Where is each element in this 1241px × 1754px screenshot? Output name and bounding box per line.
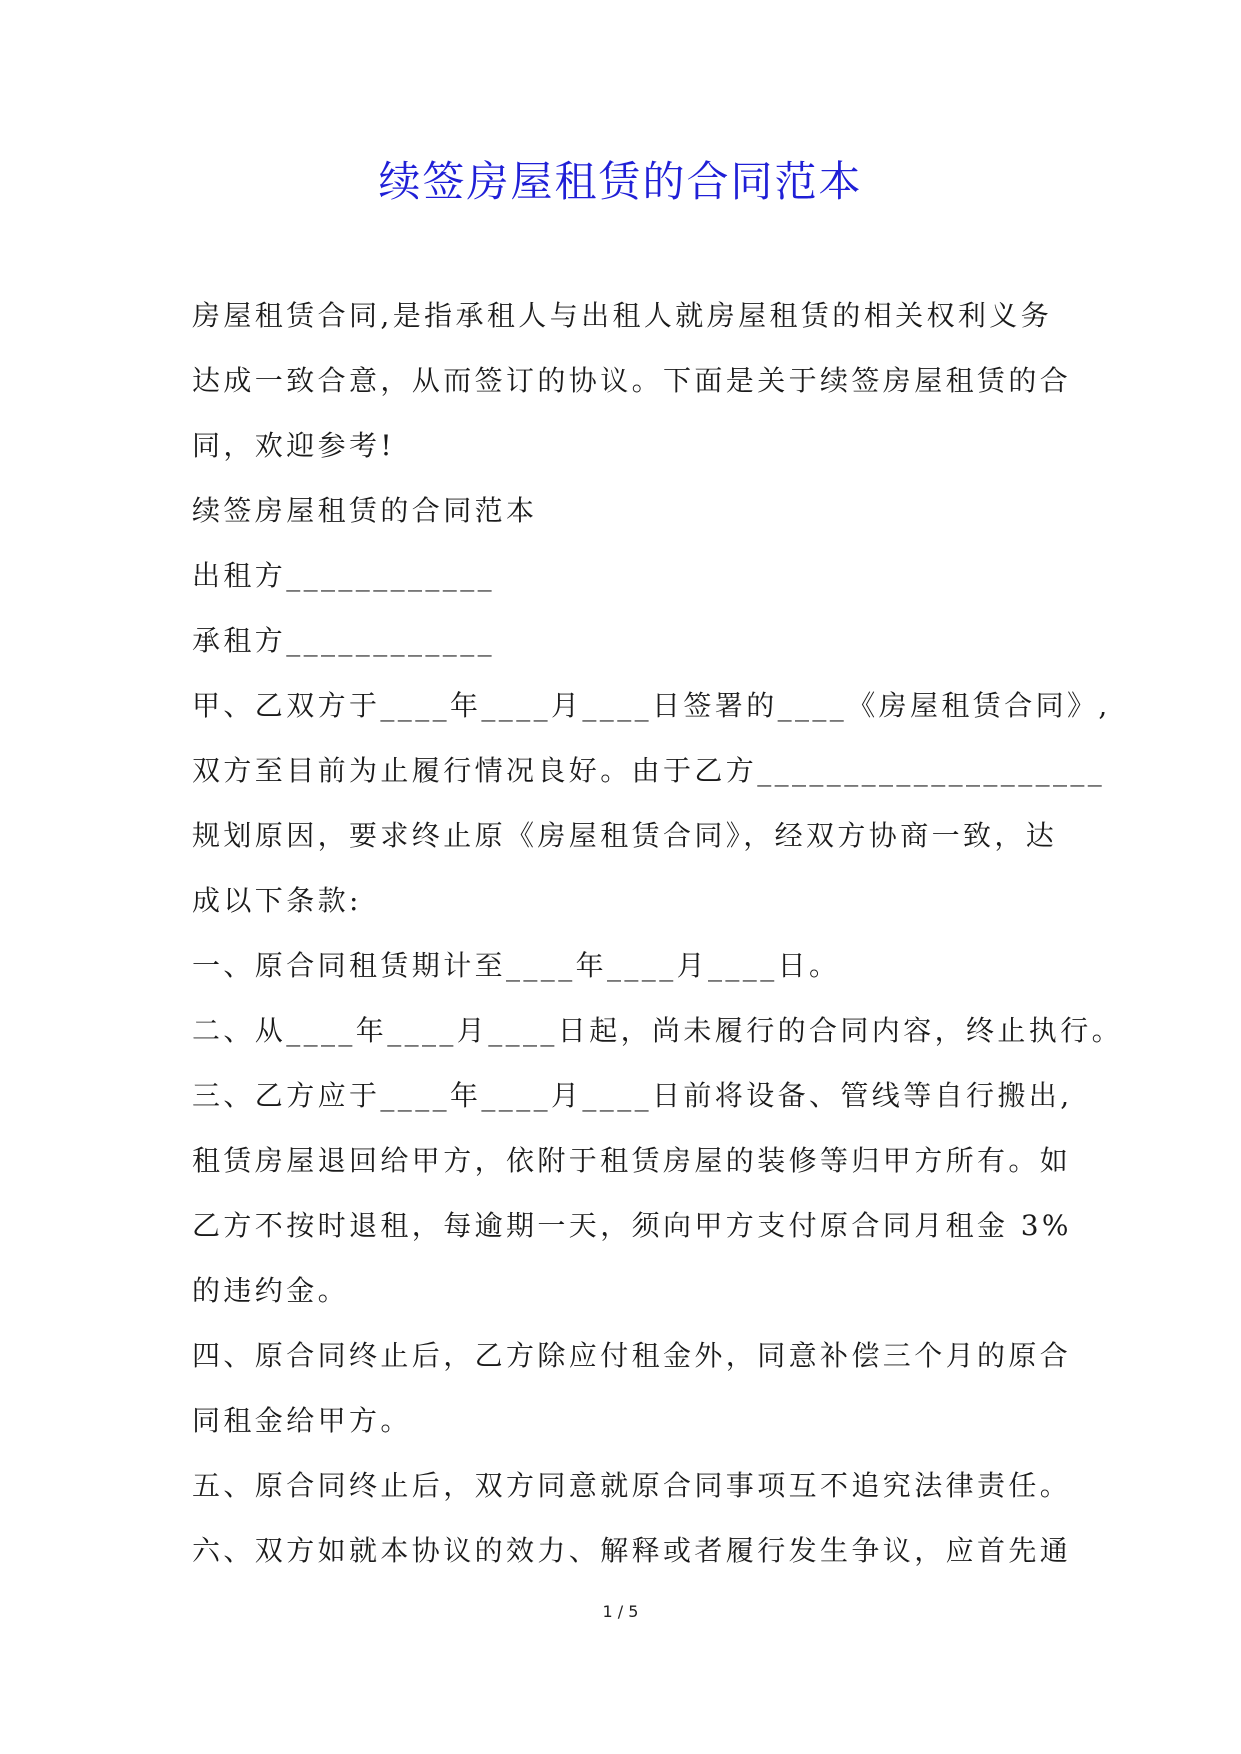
body-line: 双方至目前为止履行情况良好。由于乙方____________________ [192, 754, 1106, 787]
body-line: 成以下条款: [192, 884, 362, 917]
body-line: 达成一致合意，从而签订的协议。下面是关于续签房屋租赁的合 [192, 364, 1072, 397]
body-line: 承租方____________ [192, 624, 496, 657]
body-line: 四、原合同终止后，乙方除应付租金外，同意补偿三个月的原合 [192, 1339, 1072, 1372]
body-line: 规划原因，要求终止原《房屋租赁合同》，经双方协商一致，达 [192, 819, 1058, 852]
body-line: 同租金给甲方。 [192, 1404, 412, 1437]
body-line: 二、从____年____月____日起，尚未履行的合同内容，终止执行。 [192, 1014, 1124, 1047]
body-line: 乙方不按时退租，每逾期一天，须向甲方支付原合同月租金 3% [192, 1209, 1072, 1242]
body-line: 甲、乙双方于____年____月____日签署的____《房屋租赁合同》, [192, 689, 1111, 722]
body-line: 一、原合同租赁期计至____年____月____日。 [192, 949, 841, 982]
body-line: 三、乙方应于____年____月____日前将设备、管线等自行搬出, [192, 1079, 1073, 1112]
body-line: 出租方____________ [192, 559, 496, 592]
body-line: 租赁房屋退回给甲方，依附于租赁房屋的装修等归甲方所有。如 [192, 1144, 1072, 1177]
page-number: 1 / 5 [602, 1602, 639, 1621]
document-body [192, 286, 1124, 1586]
body-line: 六、双方如就本协议的效力、解释或者履行发生争议，应首先通 [192, 1534, 1072, 1567]
body-line: 同，欢迎参考! [192, 429, 396, 462]
body-line: 续签房屋租赁的合同范本 [192, 494, 538, 527]
body-line: 的违约金。 [192, 1274, 350, 1307]
document-title: 续签房屋租赁的合同范本 [378, 157, 863, 206]
body-line: 房屋租赁合同,是指承租人与出租人就房屋租赁的相关权利义务 [192, 299, 1053, 332]
body-line: 五、原合同终止后，双方同意就原合同事项互不追究法律责任。 [192, 1469, 1072, 1502]
